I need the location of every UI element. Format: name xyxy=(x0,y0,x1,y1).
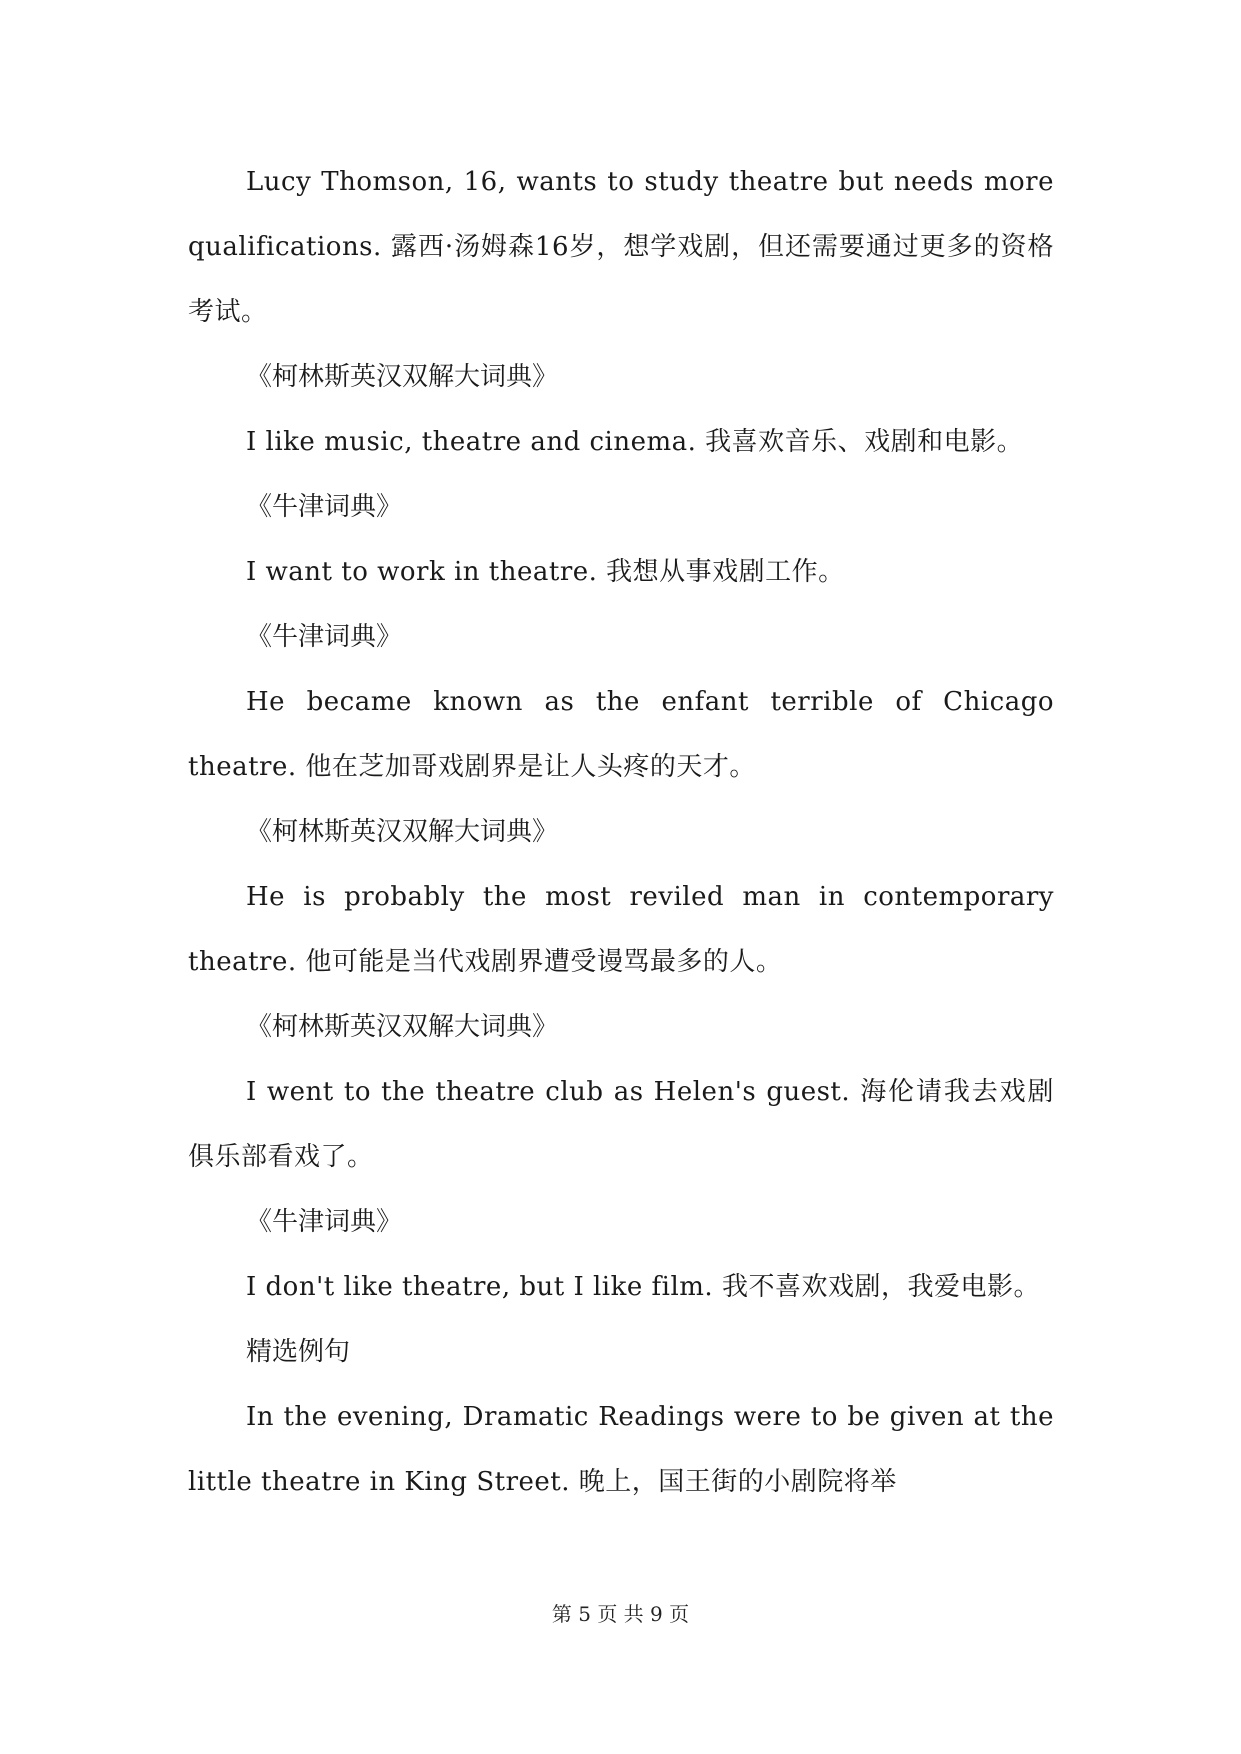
source-citation: 《柯林斯英汉双解大词典》 xyxy=(246,362,559,392)
page-number-footer: 第 5 页 共 9 页 xyxy=(551,1602,690,1626)
source-citation: 《柯林斯英汉双解大词典》 xyxy=(246,1012,559,1042)
document-body xyxy=(188,150,1054,1515)
example-sentence: Lucy Thomson, 16, wants to study theatre but needs more qualifications. 露西·汤姆森16岁，想学戏剧，但还需要通过更多的资格考试。 xyxy=(188,167,1054,327)
example-sentence: He is probably the most reviled man in contemporary theatre. 他可能是当代戏剧界遭受谩骂最多的人。 xyxy=(188,882,1054,977)
example-sentence: I don't like theatre, but I like film. 我不喜欢戏剧，我爱电影。 xyxy=(246,1272,1040,1302)
example-sentence: I went to the theatre club as Helen's guest. 海伦请我去戏剧俱乐部看戏了。 xyxy=(188,1077,1054,1172)
example-sentence: He became known as the enfant terrible of Chicago theatre. 他在芝加哥戏剧界是让人头疼的天才。 xyxy=(188,687,1054,782)
example-sentence: I want to work in theatre. 我想从事戏剧工作。 xyxy=(246,557,845,587)
source-citation: 《牛津词典》 xyxy=(246,492,403,522)
source-citation: 《牛津词典》 xyxy=(246,622,403,652)
example-sentence: In the evening, Dramatic Readings were to be given at the little theatre in King Street. 晚上，国王街的小剧院将举 xyxy=(188,1402,1054,1497)
section-heading: 精选例句 xyxy=(246,1337,351,1367)
example-sentence: I like music, theatre and cinema. 我喜欢音乐、戏剧和电影。 xyxy=(246,427,1024,457)
source-citation: 《柯林斯英汉双解大词典》 xyxy=(246,817,559,847)
source-citation: 《牛津词典》 xyxy=(246,1207,403,1237)
